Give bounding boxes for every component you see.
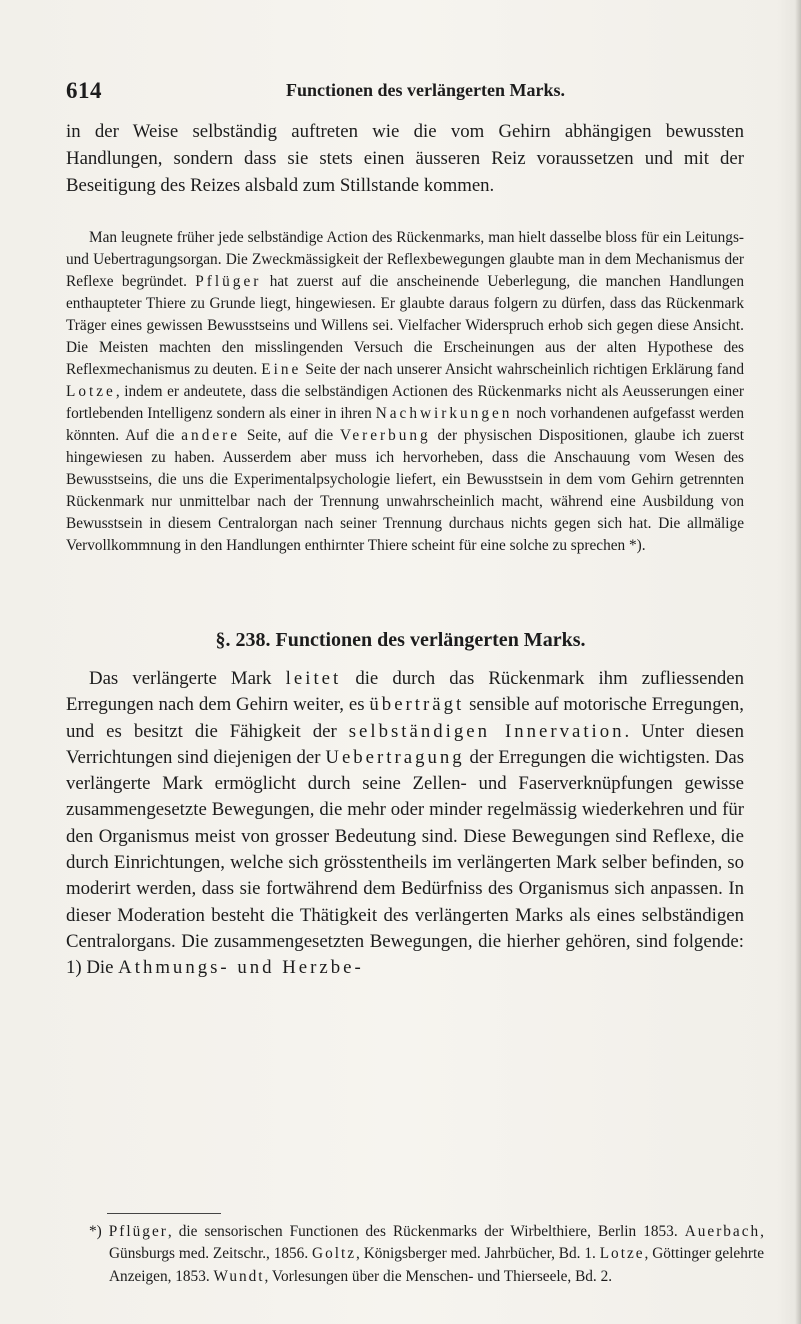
main-paragraph bbox=[66, 666, 744, 982]
emphasis: Eine bbox=[261, 361, 302, 378]
text-run: , die sensorischen Functionen des Rückenmarks der Wirbelthiere, Berlin 1853. bbox=[167, 1223, 685, 1240]
lead-paragraph: in der Weise selbständig auftreten wie die vom Gehirn abhängigen bewussten Handlungen, sondern dass sie stets einen äusseren Reiz voraussetzen und mit der Beseitigung des Reizes alsbald zum Stillstande kommen. bbox=[66, 121, 744, 197]
text-run: Man leugnete früher jede selbständige Action des Rückenmarks, man hielt dasselbe bloss für ein Leitungs- und Uebertragungsorgan. Die Zweckmässigkeit der Reflexbewegungen glaubte man in dem Mechanismus der Reflexe begründet. bbox=[66, 229, 744, 290]
text-run: der physischen Dispositionen, glaube ich zuerst hingewiesen zu haben. Ausserdem aber muss ich hervorheben, dass die Anschauung vom Wesen des Bewusstseins, die uns die Experimentalpsychologie liefert, ein Bewusstsein in dem vom Gehirn getrennten Rückenmark nur unmittelbar nach der Trennung unwahrscheinlich macht, während eine Ausbildung von Bewusstsein in diesem Centralorgan nach seiner Trennung durchaus nichts gegen sich hat. Die allmälige Vervollkommnung in den Handlungen enthirnter Thiere scheint für eine solche zu sprechen *). bbox=[66, 427, 745, 554]
footnote-marker: *) bbox=[89, 1223, 102, 1240]
footnote-rule bbox=[107, 1213, 221, 1214]
author-name: Auerbach bbox=[684, 1223, 761, 1240]
text-run: , Königsberger med. Jahrbücher, Bd. 1. bbox=[356, 1245, 600, 1263]
text-run: , Göttinger gelehrte Anzeigen, 1853. bbox=[109, 1245, 764, 1285]
text-run: die durch das Rückenmark ihm zufliessenden Erregungen nach dem Gehirn weiter, es bbox=[66, 668, 744, 716]
footnote bbox=[89, 1221, 764, 1288]
author-name: Wundt bbox=[213, 1267, 265, 1285]
emphasis: Vererbung bbox=[339, 427, 431, 444]
section-heading: §. 238. Functionen des verlängerten Marks. bbox=[215, 629, 586, 651]
small-print-paragraph bbox=[66, 227, 744, 557]
text-run: , Vorlesungen über die Menschen- und Thierseele, Bd. 2. bbox=[264, 1267, 613, 1285]
text-run: , Günsburgs med. Zeitschr., 1856. bbox=[109, 1223, 764, 1263]
emphasis: Athmungs- und Herzbe- bbox=[118, 957, 364, 979]
page-edge-shadow bbox=[795, 0, 801, 1324]
page-header bbox=[0, 78, 801, 108]
running-title: Functionen des verlängerten Marks. bbox=[286, 80, 565, 100]
emphasis: selbständigen Innervation bbox=[348, 720, 625, 742]
author-name: Goltz bbox=[312, 1245, 357, 1263]
text-run: Seite, auf die bbox=[240, 427, 340, 444]
emphasis: leitet bbox=[285, 668, 342, 689]
page-number: 614 bbox=[66, 78, 102, 103]
text-run: . Unter diesen Verrichtungen sind diejenigen der bbox=[66, 720, 744, 768]
emphasis: Nachwirkungen bbox=[375, 405, 513, 422]
emphasis: andere bbox=[181, 427, 241, 444]
text-run: hat zuerst auf die anscheinende Ueberlegung, die manchen Handlungen enthaupteter Thiere zu Grunde liegt, hingewiesen. Er glaubte daraus folgern zu dürfen, dass das Rückenmark Träger eines gewissen Bewusstseins und Willens sei. Vielfacher Widerspruch erhob sich gegen diese Ansicht. Die Meisten machten den misslingenden Versuch die Erscheinungen aus der alten Hypothese des Reflexmechanismus zu deuten. bbox=[66, 273, 744, 378]
text-run: sensible auf motorische Erregungen, und es besitzt die Fähigkeit der bbox=[66, 694, 745, 742]
author-name: Lotze bbox=[599, 1245, 645, 1263]
text-run: noch vorhandenen aufgefasst werden könnten. Auf die bbox=[66, 405, 744, 444]
emphasis: Uebertragung bbox=[325, 746, 465, 768]
author-name: Lotze bbox=[66, 383, 116, 400]
text-run: Das verlängerte Mark bbox=[89, 668, 286, 689]
emphasis: überträgt bbox=[369, 694, 465, 716]
text-run: Seite der nach unserer Ansicht wahrscheinlich richtigen Erklärung fand bbox=[301, 361, 744, 378]
text-run: , indem er andeutete, dass die selbständigen Actionen des Rückenmarks nicht als Aeusserungen einer fortlebenden Intelligenz sondern als einer in ihren bbox=[66, 383, 744, 422]
author-name: Pflüger bbox=[108, 1223, 168, 1240]
author-name: Pflüger bbox=[195, 273, 262, 290]
text-run: der Erregungen die wichtigsten. Das verlängerte Mark ermöglicht durch seine Zellen- und Faserverknüpfungen gewisse zusammengesetzte Bewegungen, die mehr oder minder regelmässig wiederkehren und für den Organismus meist von grosser Bedeutung sind. Diese Bewegungen sind Reflexe, die durch Einrichtungen, welche sich grösstentheils im verlängerten Mark selber befinden, so moderirt werden, dass sie fortwährend dem Bedürfniss des Organismus sich anpassen. In dieser Moderation besteht die Thätigkeit des verlängerten Marks als eines selbständigen Centralorgans. Die zusammengesetzten Bewegungen, die hierher gehören, sind folgende: 1) Die bbox=[66, 746, 744, 979]
